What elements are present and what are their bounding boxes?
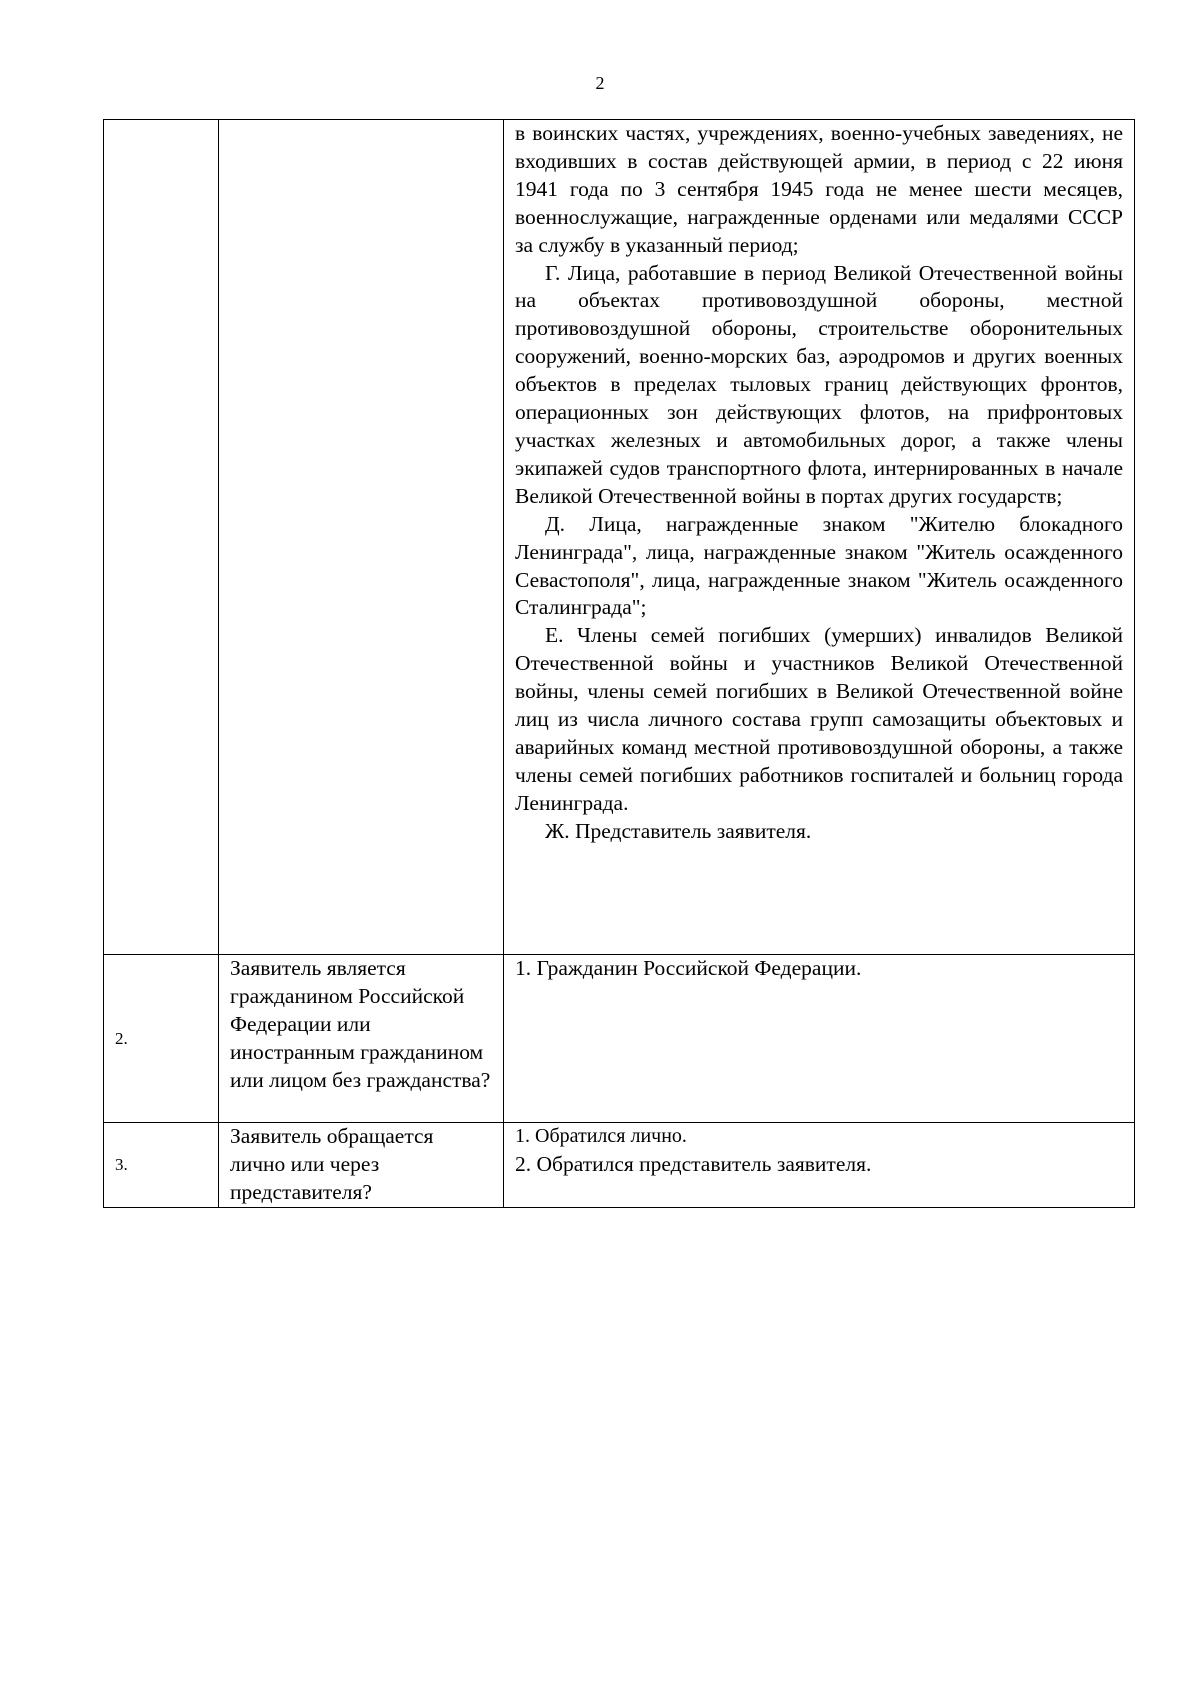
row-number-cell bbox=[104, 120, 219, 955]
answer-option: 2. Обратился представитель заявителя. bbox=[515, 1151, 872, 1176]
question-cell: Заявитель обращается лично или через представителя? bbox=[219, 1123, 504, 1208]
page-number: 2 bbox=[595, 73, 605, 93]
table-row bbox=[104, 955, 1135, 1123]
answer-cell bbox=[504, 1123, 1135, 1208]
answer-paragraph: Д. Лица, награжденные знаком "Жителю блокадного Ленинграда", лица, награжденные знаком "Житель осажденного Севастополя", лица, награжденные знаком "Житель осажденного Сталинграда"; bbox=[515, 511, 1123, 620]
answer-cell bbox=[504, 955, 1135, 1123]
table-row bbox=[104, 1123, 1135, 1208]
answer-paragraph: в воинских частях, учреждениях, военно-учебных заведениях, не входивших в состав действующей армии, в период с 22 июня 1941 года по 3 сентября 1945 года не менее шести месяцев, военнослужащие, награжденные орденами или медалями СССР за службу в указанный период; bbox=[515, 121, 1123, 257]
criteria-table bbox=[103, 119, 1135, 1208]
question-cell bbox=[219, 120, 504, 955]
row-number-cell: 3. bbox=[104, 1123, 219, 1208]
answer-option: 1. Обратился лично. bbox=[515, 1125, 687, 1147]
answer-paragraph: Ж. Представитель заявителя. bbox=[545, 818, 812, 843]
answer-option: 1. Гражданин Российской Федерации. bbox=[515, 956, 862, 980]
question-cell: Заявитель является гражданином Российской Федерации или иностранным гражданином или лицом без гражданства? bbox=[219, 955, 504, 1123]
answer-paragraph: Г. Лица, работавшие в период Великой Отечественной войны на объектах противовоздушной обороны, местной противовоздушной обороны, строительстве оборонительных сооружений, военно-морских баз, аэродромов и других военных объектов в пределах тыловых границ действующих фронтов, операционных зон действующих флотов, на прифронтовых участках железных и автомобильных дорог, а также члены экипажей судов транспортного флота, интернированных в начале Великой Отечественной войны в портах других государств; bbox=[515, 260, 1123, 508]
answer-paragraph: Е. Члены семей погибших (умерших) инвалидов Великой Отечественной войны и участников Великой Отечественной войны, члены семей погибших в Великой Отечественной войне лиц из числа личного состава групп самозащиты объектовых и аварийных команд местной противовоздушной обороны, а также члены семей погибших работников госпиталей и больниц города Ленинграда. bbox=[515, 623, 1123, 815]
row-number-cell: 2. bbox=[104, 955, 219, 1123]
answer-cell bbox=[504, 120, 1135, 955]
table-row bbox=[104, 120, 1135, 955]
